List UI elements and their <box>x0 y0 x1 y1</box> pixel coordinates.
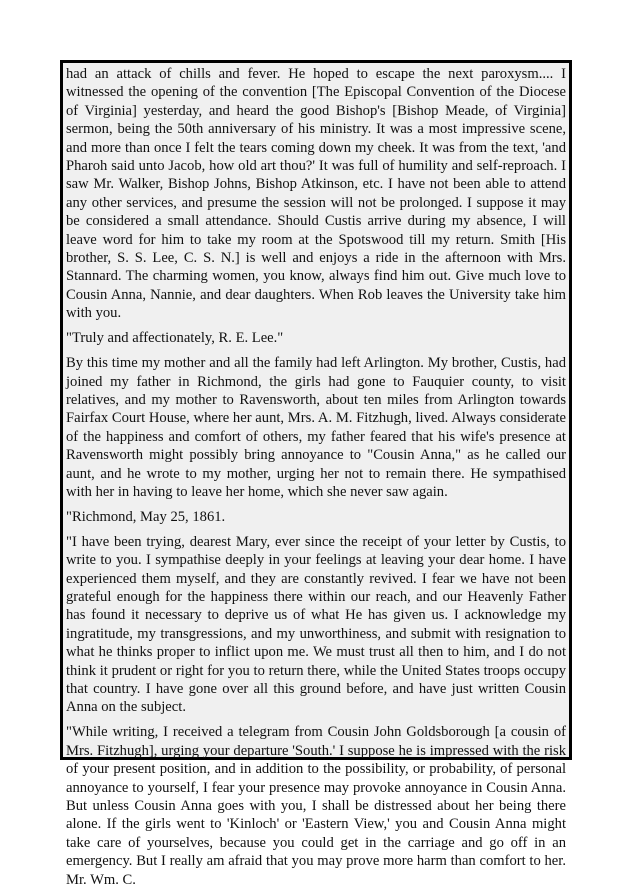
paragraph-letter-body: "I have been trying, dearest Mary, ever since the receipt of your letter by Custis, to write to you. I sympathise deeply in your feelings at leaving your dear home. I have experienced them myself, and they are constantly revived. I fear we have not been grateful enough for the happiness there within our reach, and our Heavenly Father has found it necessary to deprive us of what He has given us. I acknowledge my ingratitude, my transgressions, and my unworthiness, and submit with resignation to what he thinks proper to inflict upon me. We must trust all then to him, and I do not think it prudent or right for you to return there, while the United States troops occupy that country. I have gone over all this ground before, and have just written Cousin Anna on the subject. <box>66 533 566 716</box>
paragraph-signature: "Truly and affectionately, R. E. Lee." <box>66 330 284 347</box>
document-body <box>63 63 569 889</box>
paragraph-dateline: "Richmond, May 25, 1861. <box>66 508 226 525</box>
paragraph-letter-telegram: "While writing, I received a telegram from Cousin John Goldsborough [a cousin of Mrs. Fitzhugh], urging your departure 'South.' I suppose he is impressed with the risk of your present position, and in addition to the possibility, or probability, of personal annoyance to yourself, I fear your presence may provoke annoyance in Cousin Anna. But unless Cousin Anna goes with you, I shall be distressed about her being there alone. If the girls went to 'Kinloch' or 'Eastern View,' you and Cousin Anna might take care of yourselves, because you could get in the carriage and go off in an emergency. But I really am afraid that you may prove more harm than comfort to her. Mr. Wm. C. <box>66 724 566 888</box>
paragraph-letter-continuation: had an attack of chills and fever. He hoped to escape the next paroxysm.... I witnessed the opening of the convention [The Episcopal Convention of the Diocese of Virginia] yesterday, and heard the good Bishop's [Bishop Meade, of Virginia] sermon, being the 50th anniversary of his ministry. It was a most impressive scene, and more than once I felt the tears coming down my cheek. It was from the text, 'and Pharoh said unto Jacob, how old art thou?' It was full of humility and self-reproach. I saw Mr. Walker, Bishop Johns, Bishop Atkinson, etc. I have not been able to attend any other services, and presume the session will not be prolonged. I suppose it may be considered a small attendance. Should Custis arrive during my absence, I will leave word for him to take my room at the Spotswood till my return. Smith [His brother, S. S. Lee, C. S. N.] is well and enjoys a ride in the afternoon with Mrs. Stannard. The charming women, you know, always find him out. Give much love to Cousin Anna, Nannie, and dear daughters. When Rob leaves the University take him with you. <box>66 66 566 322</box>
paragraph-narrative: By this time my mother and all the family had left Arlington. My brother, Custis, had joined my father in Richmond, the girls had gone to Fauquier county, to visit relatives, and my mother to Ravensworth, about ten miles from Arlington towards Fairfax Court House, where her aunt, Mrs. A. M. Fitzhugh, lived. Always considerate of the happiness and comfort of others, my father feared that his wife's presence at Ravensworth might possibly bring annoyance to "Cousin Anna," as he called our aunt, and he wrote to my mother, urging her not to remain there. He sympathised with her in having to leave her home, which she never saw again. <box>66 355 566 500</box>
page-frame <box>60 60 572 888</box>
